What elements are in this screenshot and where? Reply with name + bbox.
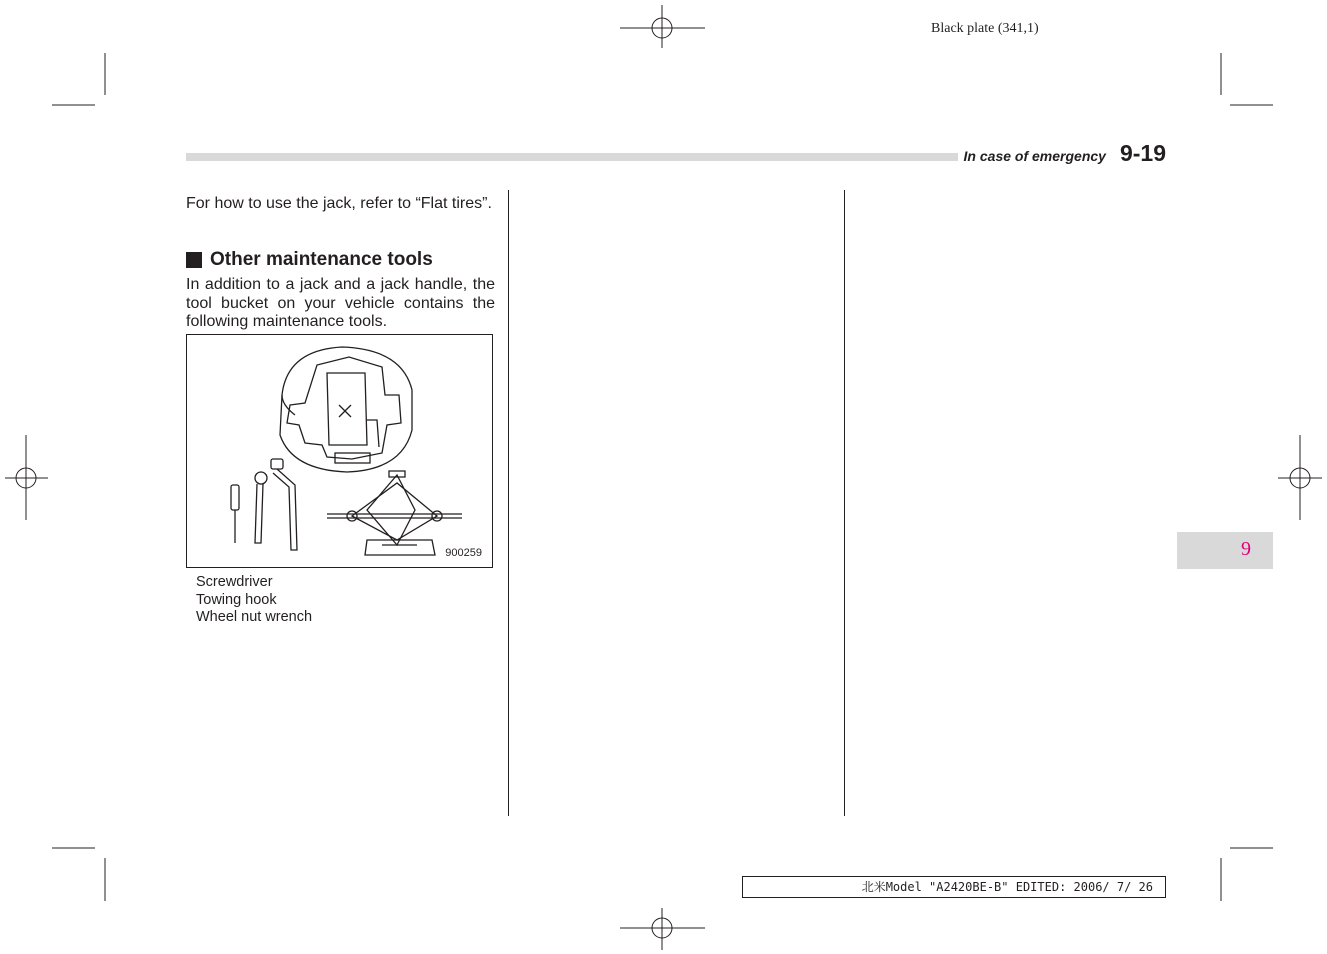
body-paragraph: In addition to a jack and a jack handle, the tool bucket on your vehicle contains the following maintenance tools. <box>186 276 495 330</box>
section-title: In case of emergency <box>963 148 1106 164</box>
section-heading <box>186 249 433 271</box>
plate-info: Black plate (341,1) <box>931 21 1039 36</box>
column-divider <box>508 190 509 816</box>
chapter-number: 9 <box>1241 538 1251 560</box>
chapter-tab <box>1177 532 1273 569</box>
square-bullet-icon <box>186 252 202 268</box>
tools-drawing <box>187 335 494 569</box>
footer-model-info: 北米Model "A2420BE-B" EDITED: 2006/ 7/ 26 <box>742 876 1166 898</box>
page-header <box>958 140 1166 167</box>
caption-towing-hook: Towing hook <box>196 592 277 608</box>
intro-text: For how to use the jack, refer to “Flat tires”. <box>186 195 492 212</box>
tools-illustration <box>186 334 493 568</box>
column-divider <box>844 190 845 816</box>
figure-code: 900259 <box>445 547 482 559</box>
caption-screwdriver: Screwdriver <box>196 574 273 590</box>
heading-text: Other maintenance tools <box>210 249 433 270</box>
page-number: 9-19 <box>1119 140 1166 166</box>
caption-wheel-nut-wrench: Wheel nut wrench <box>196 609 313 625</box>
